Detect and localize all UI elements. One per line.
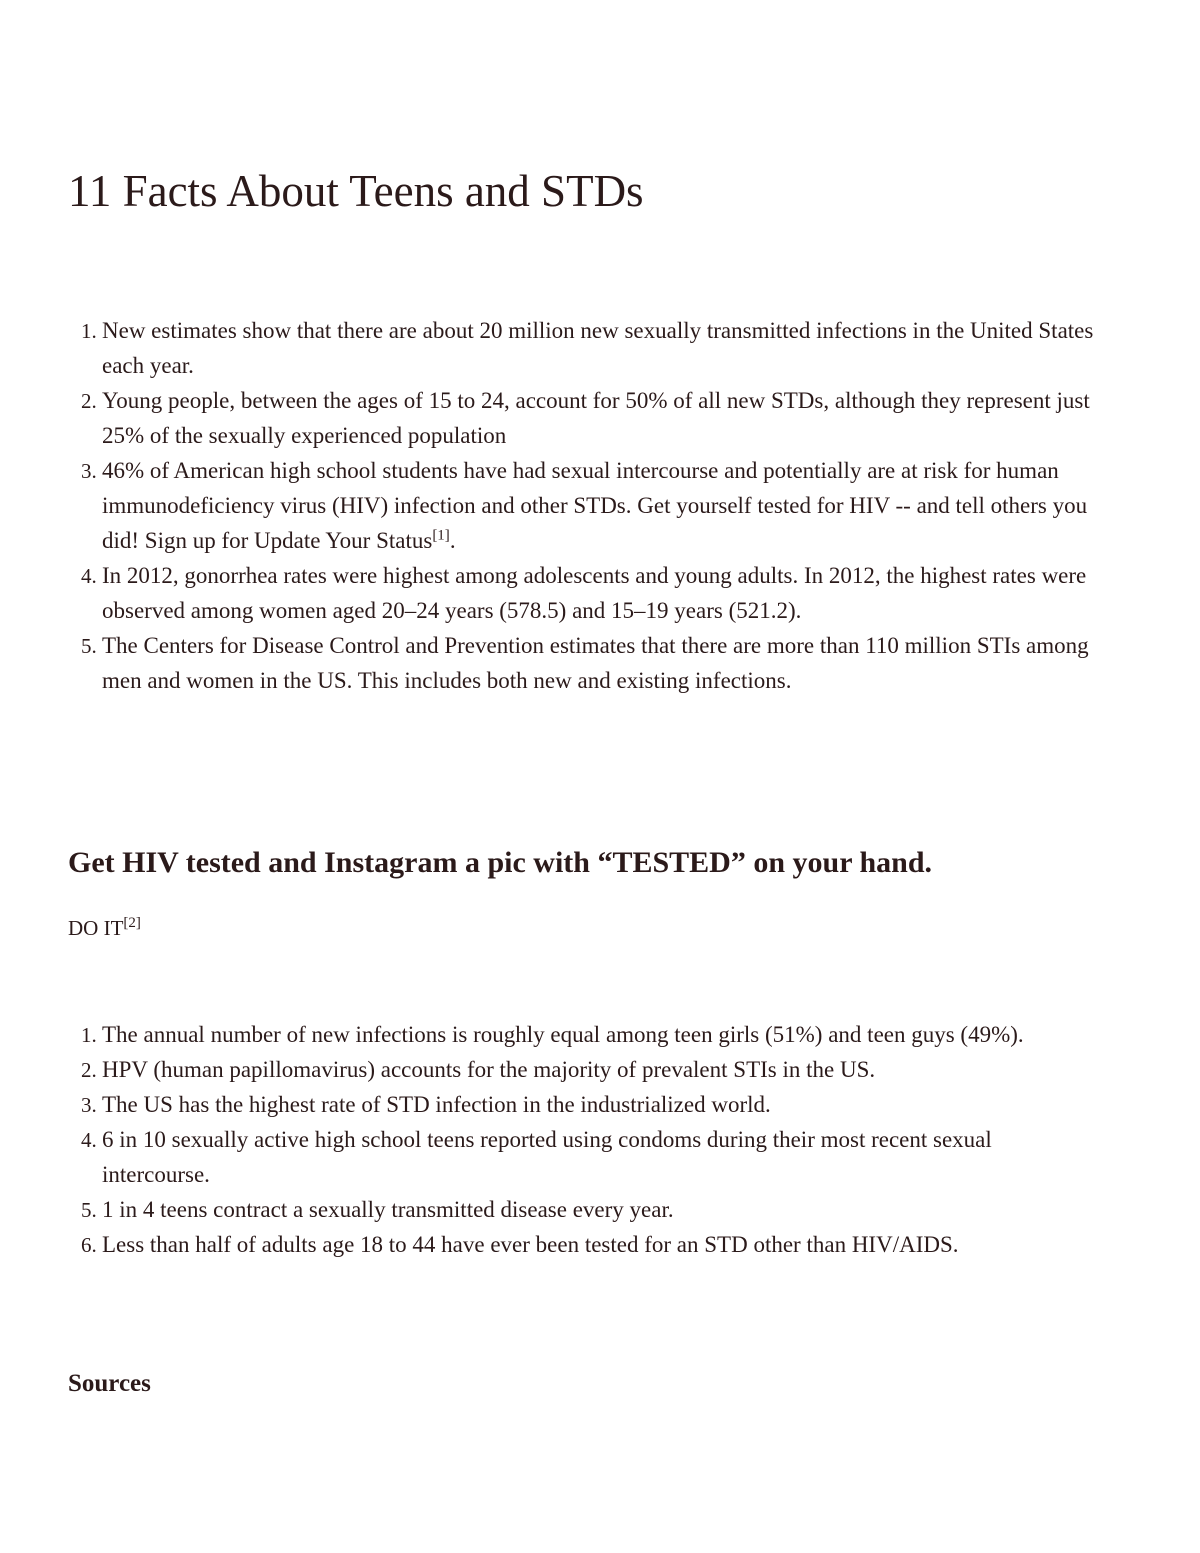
fact-text: Less than half of adults age 18 to 44 have ever been tested for an STD other than HIV/AIDS. bbox=[102, 1232, 959, 1257]
fact-item-4 bbox=[102, 1122, 1102, 1192]
fact-item-2 bbox=[102, 1052, 1102, 1087]
fact-text: New estimates show that there are about 20 million new sexually transmitted infections in the United States each year. bbox=[102, 318, 1094, 378]
fact-item-5 bbox=[102, 1192, 1102, 1227]
fact-text: The Centers for Disease Control and Prevention estimates that there are more than 110 million STIs among men and women in the US. This includes both new and existing infections. bbox=[102, 633, 1089, 693]
footnote-marker: [2] bbox=[123, 915, 141, 931]
cta-heading: Get HIV tested and Instagram a pic with “TESTED” on your hand. bbox=[68, 846, 933, 879]
fact-text: The annual number of new infections is roughly equal among teen girls (51%) and teen guys (49%). bbox=[102, 1022, 1024, 1047]
footnote-link-1[interactable] bbox=[432, 528, 450, 553]
do-it-link[interactable] bbox=[68, 916, 141, 940]
fact-item-3 bbox=[102, 453, 1102, 558]
fact-text: 1 in 4 teens contract a sexually transmitted disease every year. bbox=[102, 1197, 674, 1222]
fact-text: HPV (human papillomavirus) accounts for the majority of prevalent STIs in the US. bbox=[102, 1057, 876, 1082]
fact-text: In 2012, gonorrhea rates were highest among adolescents and young adults. In 2012, the highest rates were observed among women aged 20–24 years (578.5) and 15–19 years (521.2). bbox=[102, 563, 1087, 623]
fact-text: 46% of American high school students have had sexual intercourse and potentially are at risk for human immunodeficiency virus (HIV) infection and other STDs. Get yourself tested for HIV -- and tell others you did! Sign up for Update Your Status bbox=[102, 458, 1088, 553]
fact-text: Young people, between the ages of 15 to 24, account for 50% of all new STDs, although they represent just 25% of the sexually experienced population bbox=[102, 388, 1090, 448]
do-it-paragraph bbox=[68, 912, 141, 944]
fact-text-end: . bbox=[449, 528, 456, 553]
fact-item-4 bbox=[102, 558, 1102, 628]
fact-item-5 bbox=[102, 628, 1102, 698]
footnote-marker: [1] bbox=[432, 527, 450, 544]
fact-item-6 bbox=[102, 1227, 1102, 1262]
fact-item-1 bbox=[102, 313, 1102, 383]
fact-item-3 bbox=[102, 1087, 1102, 1122]
page-title: 11 Facts About Teens and STDs bbox=[68, 166, 644, 216]
facts-list-part-two bbox=[68, 1017, 1102, 1262]
fact-item-1 bbox=[102, 1017, 1102, 1052]
do-it-link-text: DO IT bbox=[68, 916, 124, 940]
sources-heading: Sources bbox=[68, 1370, 151, 1397]
fact-item-2 bbox=[102, 383, 1102, 453]
fact-text: 6 in 10 sexually active high school teens reported using condoms during their most recent sexual intercourse. bbox=[102, 1127, 992, 1187]
fact-text: The US has the highest rate of STD infection in the industrialized world. bbox=[102, 1092, 771, 1117]
facts-list-part-one bbox=[68, 313, 1102, 698]
